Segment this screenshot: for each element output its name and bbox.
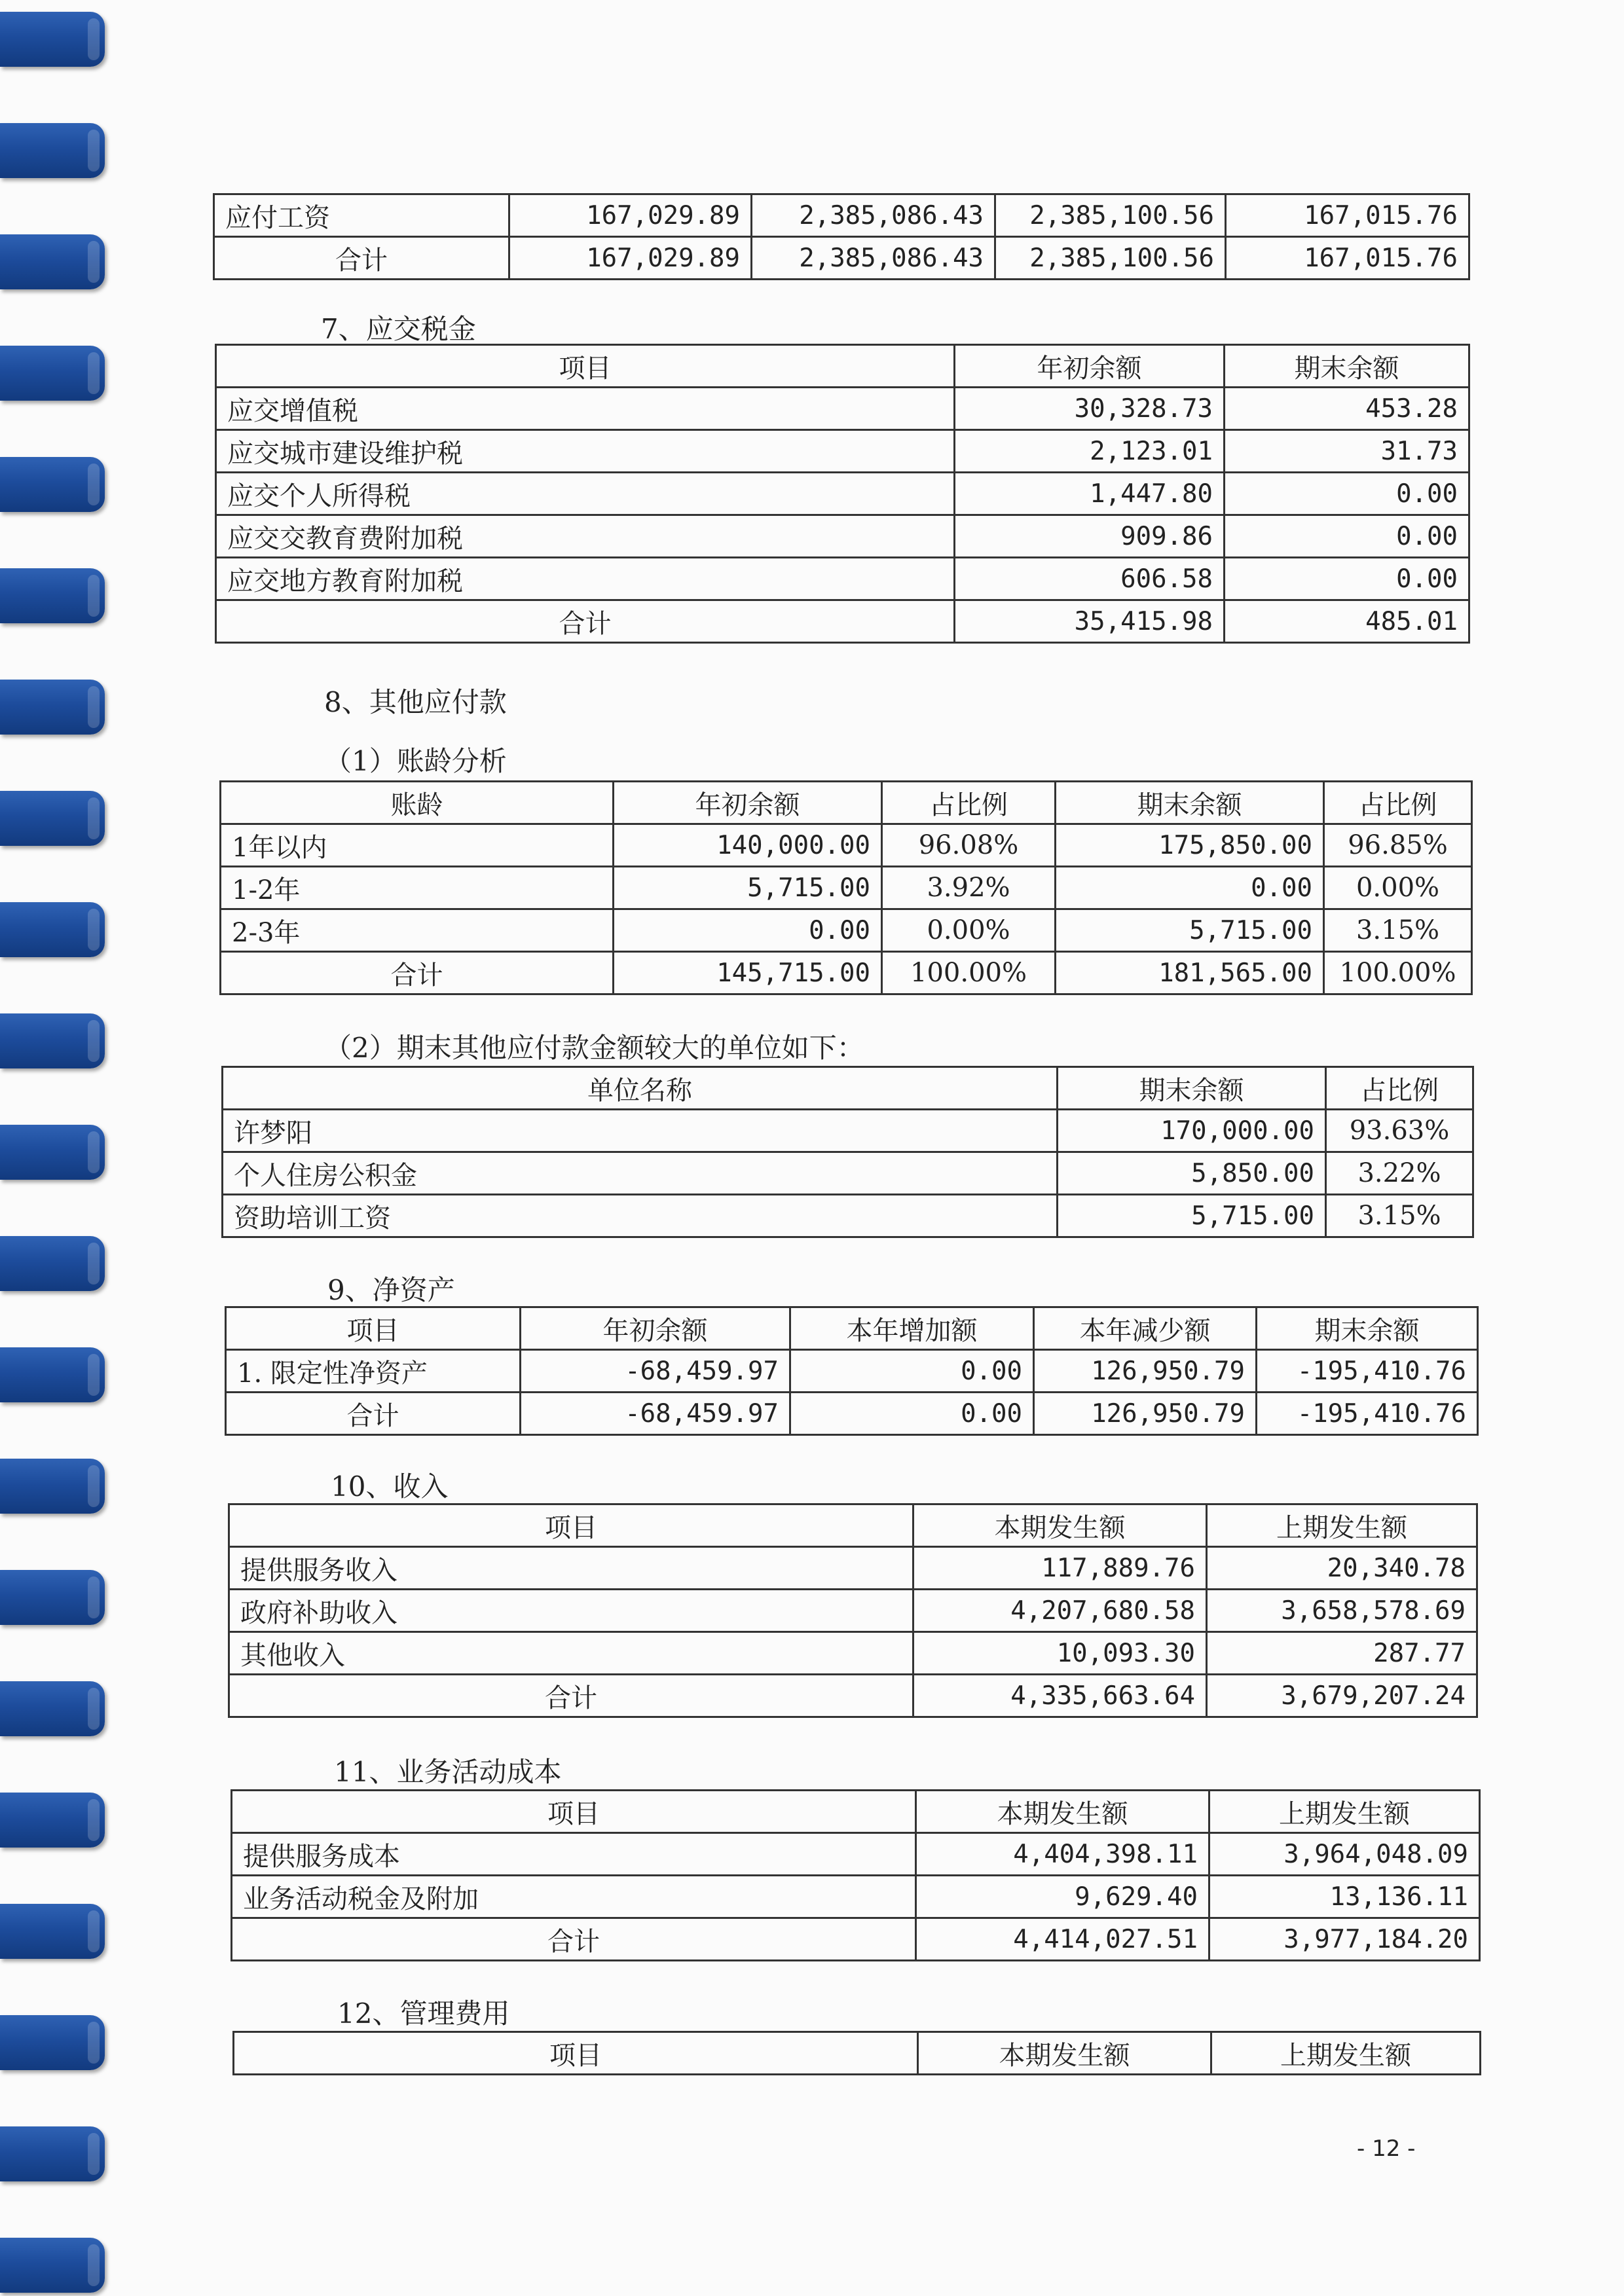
tax-table: [215, 344, 1470, 644]
table-row: 资助培训工资 5,715.00 3.15%: [223, 1195, 1473, 1237]
salary-table: [213, 193, 1470, 280]
table-row: 1. 限定性净资产 -68,459.97 0.00 126,950.79 -195,410.76: [226, 1350, 1478, 1393]
table-row: 个人住房公积金 5,850.00 3.22%: [223, 1152, 1473, 1195]
net-assets-title: 9、净资产: [327, 1274, 455, 1306]
table-row: 合计 145,715.00 100.00% 181,565.00 100.00%: [221, 952, 1472, 994]
admin-expense-table: [232, 2031, 1481, 2075]
binding-ring: [0, 1904, 105, 1959]
binding-ring: [0, 568, 105, 623]
table-row: 应付工资 167,029.89 2,385,086.43 2,385,100.56 167,015.76: [214, 194, 1469, 237]
table-header: 单位名称 期末余额 占比例: [223, 1067, 1473, 1110]
binding-ring: [0, 457, 105, 512]
large-payables-table: [221, 1066, 1474, 1238]
table-row: 1年以内 140,000.00 96.08% 175,850.00 96.85%: [221, 824, 1472, 867]
table-row: 应交地方教育附加税 606.58 0.00: [216, 558, 1469, 600]
aging-table: [219, 780, 1473, 995]
table-row: 合计 -68,459.97 0.00 126,950.79 -195,410.76: [226, 1393, 1478, 1435]
spiral-binding: [0, 0, 115, 2296]
table-row: 合计 167,029.89 2,385,086.43 2,385,100.56 167,015.76: [214, 237, 1469, 280]
table-header: 项目 本期发生额 上期发生额: [232, 1791, 1480, 1833]
table-row: 应交个人所得税 1,447.80 0.00: [216, 473, 1469, 515]
net-assets-table: [225, 1306, 1479, 1436]
binding-ring: [0, 12, 105, 67]
table-header: 账龄 年初余额 占比例 期末余额 占比例: [221, 782, 1472, 824]
binding-ring: [0, 1793, 105, 1848]
binding-ring: [0, 2126, 105, 2181]
table-row: 合计 4,335,663.64 3,679,207.24: [229, 1675, 1477, 1717]
table-row: 提供服务成本 4,404,398.11 3,964,048.09: [232, 1833, 1480, 1876]
admin-expense-title: 12、管理费用: [337, 1997, 510, 2030]
table-row: 许梦阳 170,000.00 93.63%: [223, 1110, 1473, 1152]
binding-ring: [0, 123, 105, 178]
table-row: 提供服务收入 117,889.76 20,340.78: [229, 1547, 1477, 1590]
income-title: 10、收入: [331, 1470, 449, 1503]
binding-ring: [0, 1570, 105, 1625]
page-number: - 12 -: [1357, 2136, 1416, 2162]
table-header: 项目 本期发生额 上期发生额: [234, 2032, 1481, 2075]
table-row: 应交增值税 30,328.73 453.28: [216, 388, 1469, 430]
binding-ring: [0, 1681, 105, 1736]
binding-ring: [0, 791, 105, 846]
business-cost-title: 11、业务活动成本: [334, 1756, 562, 1788]
binding-ring: [0, 1459, 105, 1514]
binding-ring: [0, 346, 105, 401]
table-row: 应交交教育费附加税 909.86 0.00: [216, 515, 1469, 558]
table-row: 1-2年 5,715.00 3.92% 0.00 0.00%: [221, 867, 1472, 909]
table-row: 业务活动税金及附加 9,629.40 13,136.11: [232, 1876, 1480, 1918]
binding-ring: [0, 680, 105, 735]
binding-ring: [0, 902, 105, 957]
large-payables-subtitle: （2）期末其他应付款金额较大的单位如下：: [324, 1032, 864, 1064]
table-row: 应交城市建设维护税 2,123.01 31.73: [216, 430, 1469, 473]
table-row: 2-3年 0.00 0.00% 5,715.00 3.15%: [221, 909, 1472, 952]
business-cost-table: [231, 1789, 1481, 1961]
binding-ring: [0, 1347, 105, 1402]
binding-ring: [0, 234, 105, 289]
binding-ring: [0, 1236, 105, 1291]
table-header: 项目 年初余额 本年增加额 本年减少额 期末余额: [226, 1307, 1478, 1350]
aging-subtitle: （1）账龄分析: [324, 745, 507, 777]
table-row: 合计 35,415.98 485.01: [216, 600, 1469, 643]
binding-ring: [0, 2238, 105, 2293]
row-label: 应付工资: [214, 194, 509, 237]
other-payables-title: 8、其他应付款: [324, 686, 507, 718]
binding-ring: [0, 1013, 105, 1068]
binding-ring: [0, 1125, 105, 1180]
binding-ring: [0, 2015, 105, 2070]
income-table: [228, 1503, 1478, 1718]
table-header: 项目 年初余额 期末余额: [216, 345, 1469, 388]
table-row: 政府补助收入 4,207,680.58 3,658,578.69: [229, 1590, 1477, 1632]
total-label: 合计: [214, 237, 509, 280]
table-header: 项目 本期发生额 上期发生额: [229, 1504, 1477, 1547]
table-row: 合计 4,414,027.51 3,977,184.20: [232, 1918, 1480, 1961]
tax-section-title: 7、应交税金: [321, 313, 476, 345]
table-row: 其他收入 10,093.30 287.77: [229, 1632, 1477, 1675]
